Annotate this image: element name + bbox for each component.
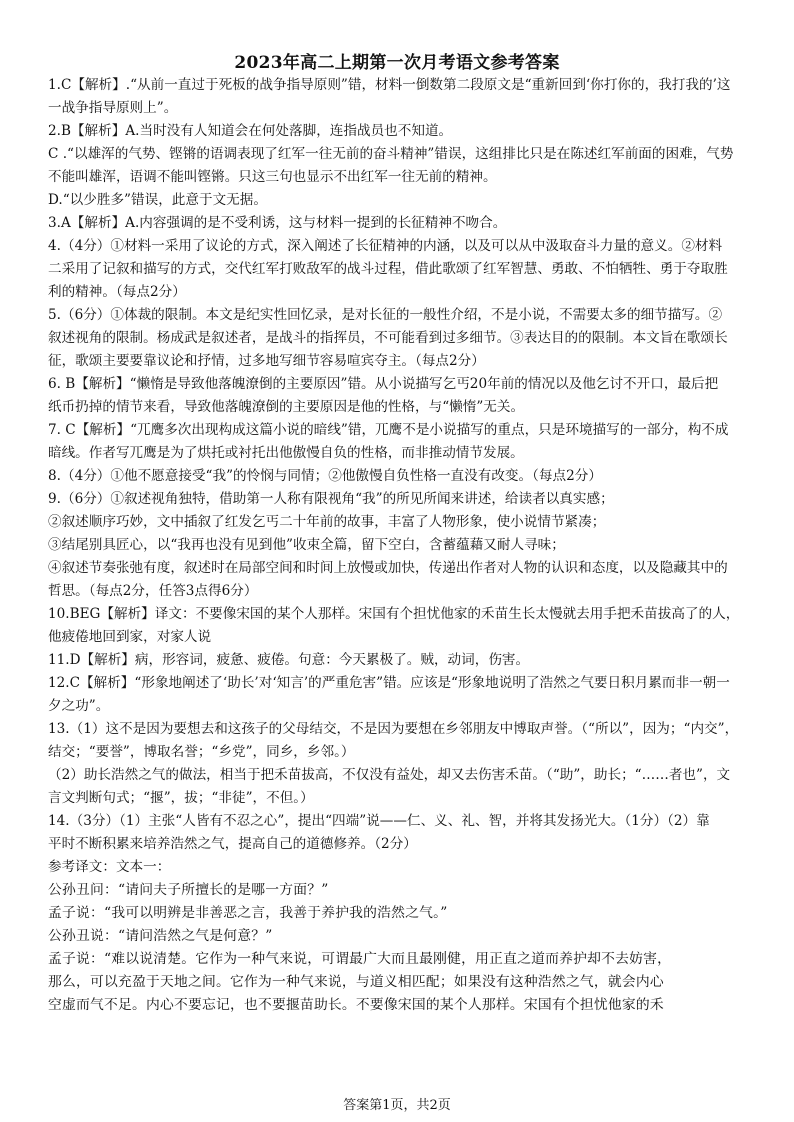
text-line: ③结尾别具匠心，以“我再也没有见到他”收束全篇，留下空白，含蓄蕴藉又耐人寻味； xyxy=(48,537,565,553)
text-line: 参考译文：文本一： xyxy=(48,859,171,875)
text-line: 不能叫雄浑，语调不能叫铿锵。只这三句也显示不出红军一往无前的精神。 xyxy=(48,169,497,185)
text-line: 利的精神。（每点2分） xyxy=(48,284,186,300)
text-line: （2）助长浩然之气的做法，相当于把禾苗拔高，不仅没有益处，却又去伤害禾苗。（“助”，助长；“……者也”，文 xyxy=(48,767,731,783)
text-line: C .“以雄浑的气势、铿锵的语调表现了红军一往无前的奋斗精神”错误，这组排比只是在陈述红军前面的困难，气势 xyxy=(48,146,734,162)
text-line: 14.（3分）（1）主张“人皆有不忍之心”，提出“四端”说——仁、义、礼、智，并将其发扬光大。（1分）（2）靠 xyxy=(48,813,710,829)
text-line: 平时不断积累来培养浩然之气，提高自己的道德修养。（2分） xyxy=(48,836,417,852)
text-line: 11.D【解析】病，形容词，疲惫、疲倦。句意：今天累极了。贼，动词，伤害。 xyxy=(48,652,530,668)
text-line: 叙述视角的限制。杨成武是叙述者，是战斗的指挥员，不可能看到过多细节。③表达目的的限制。本文旨在歌颂长 xyxy=(48,330,728,346)
text-line: 一战争指导原则上”。 xyxy=(48,100,178,116)
text-line: 9.（6分）①叙述视角独特，借助第一人称有限视角“我”的所见所闻来讲述，给读者以真实感； xyxy=(48,491,614,507)
translation-line: 孟子说：“我可以明辨是非善恶之言，我善于养护我的浩然之气。” xyxy=(48,905,448,921)
translation-line: 公孙丑说：“请问浩然之气是何意？” xyxy=(48,928,273,944)
translation-line: 那么，可以充盈于天地之间。它作为一种气来说，与道义相匹配；如果没有这种浩然之气，就会内心 xyxy=(48,974,664,990)
text-line: 2.B【解析】A.当时没有人知道会在何处落脚，连指战员也不知道。 xyxy=(48,123,453,139)
text-line: 哲思。（每点2分，任答3点得6分） xyxy=(48,583,258,599)
translation-line: 公孙丑问：“请问夫子所擅长的是哪一方面？” xyxy=(48,882,329,898)
text-line: 纸币扔掉的情节来看，导致他落魄潦倒的主要原因是他的性格，与“懒惰”无关。 xyxy=(48,399,525,415)
text-line: 7. C【解析】“兀鹰多次出现构成这篇小说的暗线”错，兀鹰不是小说描写的重点，只是环境描写的一部分，构不成 xyxy=(48,422,729,438)
text-line: 5.（6分）①体裁的限制。本文是纪实性回忆录，是对长征的一般性介绍，不是小说，不需要太多的细节描写。② xyxy=(48,307,723,323)
answer-content xyxy=(48,74,748,1017)
translation-line: 孟子说：“难以说清楚。它作为一种气来说，可谓最广大而且最刚健，用正直之道而养护却不去妨害， xyxy=(48,951,672,967)
text-line: 8.（4分）①他不愿意接受“我”的怜悯与同情；②他傲慢自负性格一直没有改变。（每点2分） xyxy=(48,468,602,484)
text-line: 12.C【解析】“形象地阐述了‘助长’对‘知言’的严重危害”错。应该是“形象地说明了浩然之气要日积月累而非一朝一 xyxy=(48,675,730,691)
text-line: D.“以少胜多”错误，此意于文无据。 xyxy=(48,192,267,208)
text-line: 他疲倦地回到家，对家人说 xyxy=(48,629,212,645)
text-line: 二采用了记叙和描写的方式，交代红军打败敌军的战斗过程，借此歌颂了红军智慧、勇敢、不怕牺牲、勇于夺取胜 xyxy=(48,261,728,277)
text-line: 10.BEG【解析】译文：不要像宋国的某个人那样。宋国有个担忧他家的禾苗生长太慢就去用手把禾苗拔高了的人， xyxy=(48,606,740,622)
text-line: 夕之功”。 xyxy=(48,698,110,714)
text-line: 暗线。作者写兀鹰是为了烘托或衬托出他傲慢自负的性格，而非推动情节发展。 xyxy=(48,445,524,461)
text-line: 征，歌颂主要要靠议论和抒情，过多地写细节容易喧宾夺主。（每点2分） xyxy=(48,353,485,369)
page-title: 2023年高二上期第一次月考语文参考答案 xyxy=(234,53,560,73)
translation-line: 空虚而气不足。内心不要忘记，也不要揠苗助长。不要像宋国的某个人那样。宋国有个担忧他家的禾 xyxy=(48,997,664,1013)
text-line: ②叙述顺序巧妙，文中插叙了红发乞丐二十年前的故事，丰富了人物形象，使小说情节紧凑； xyxy=(48,514,606,530)
text-line: 1.C【解析】.“从前一直过于死板的战争指导原则”错，材料一倒数第二段原文是“重新回到‘你打你的，我打我的’这 xyxy=(48,77,731,93)
text-line: 13.（1）这不是因为要想去和这孩子的父母结交，不是因为要想在乡邻朋友中博取声誉。（“所以”，因为；“内交”， xyxy=(48,721,739,737)
text-line: ④叙述节奏张弛有度，叙述时在局部空间和时间上放慢或加快，传递出作者对人物的认识和态度，以及隐藏其中的 xyxy=(48,560,728,576)
text-line: 结交；“要誉”，博取名誉；“乡党”，同乡，乡邻。） xyxy=(48,744,355,760)
text-line: 3.A【解析】A.内容强调的是不受利诱，这与材料一提到的长征精神不吻合。 xyxy=(48,215,507,231)
page-footer: 答案第1页，共2页 xyxy=(343,1098,451,1113)
text-line: 6. B【解析】“懒惰是导致他落魄潦倒的主要原因”错。从小说描写乞丐20年前的情况以及他乞讨不开口，最后把 xyxy=(48,376,719,392)
text-line: 4.（4分）①材料一采用了议论的方式，深入阐述了长征精神的内涵，以及可以从中汲取奋斗力量的意义。②材料 xyxy=(48,238,723,254)
text-line: 言文判断句式；“揠”，拔；“非徒”，不但。） xyxy=(48,790,314,806)
